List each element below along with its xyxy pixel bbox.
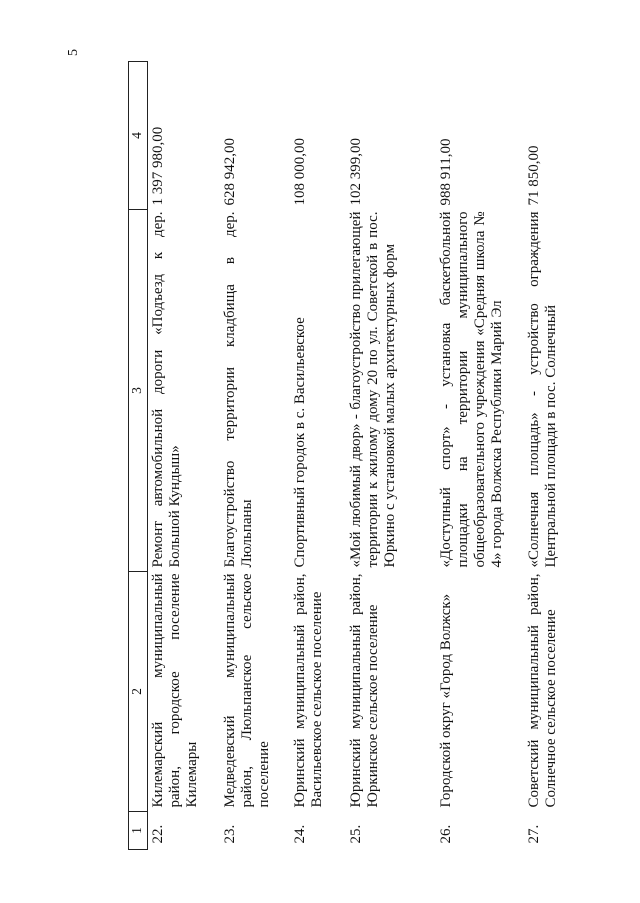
column-header-3: 3 (129, 210, 148, 572)
grant-table (128, 61, 586, 850)
project-cell: «Доступный спорт» - установка баскетбольной площадки на территории муниципального общеобразовательного учреждения «Средняя школа № 4» города Волжска Республики Марий Эл (438, 211, 505, 568)
municipality-cell: Медведевский муниципальный район, Люльпанское сельское поселение (222, 573, 272, 808)
amount-cell: 988 911,00 (438, 138, 454, 206)
project-cell: Спортивный городок в с. Васильевское (292, 317, 308, 568)
amount-cell: 71 850,00 (526, 145, 542, 206)
row-number: 26. (438, 824, 454, 844)
table-row (290, 62, 346, 850)
row-number: 23. (222, 824, 238, 844)
table-row (346, 62, 436, 850)
column-header-4: 4 (129, 62, 148, 210)
table-row (524, 62, 586, 850)
table-header-row (129, 62, 148, 850)
project-cell: Благоустройство территории кладбища в дер. Люльпаны (222, 211, 255, 568)
row-number: 25. (348, 824, 364, 844)
row-number: 27. (526, 824, 542, 844)
municipality-cell: Советский муниципальный район, Солнечное сельское поселение (526, 573, 559, 808)
amount-cell: 1 397 980,00 (150, 126, 166, 206)
table-row (220, 62, 290, 850)
column-header-2: 2 (129, 572, 148, 812)
municipality-cell: Килемарский муниципальный район, городское поселение Килемары (150, 573, 200, 808)
row-number: 24. (292, 824, 308, 844)
municipality-cell: Юринский муниципальный район, Васильевское сельское поселение (292, 573, 325, 808)
amount-cell: 628 942,00 (222, 138, 238, 206)
page-number: 5 (66, 49, 81, 56)
table-row (148, 62, 221, 850)
rotated-table-page (128, 62, 640, 850)
municipality-cell: Городской округ «Город Волжск» (438, 593, 454, 808)
row-number: 22. (150, 824, 166, 844)
project-cell: «Мой любимый двор» - благоустройство прилегающей территории к жилому дому 20 по ул. Советской в пос. Юркино с установкой малых архитектурных форм (348, 211, 398, 568)
table-row (436, 62, 524, 850)
municipality-cell: Юринский муниципальный район, Юркинское сельское поселение (348, 573, 381, 808)
amount-cell: 108 000,00 (292, 138, 308, 206)
project-cell: «Солнечная площадь» - устройство ограждения Центральной площади в пос. Солнечный (526, 211, 559, 568)
amount-cell: 102 399,00 (348, 138, 364, 206)
column-header-1: 1 (129, 812, 148, 850)
project-cell: Ремонт автомобильной дороги «Подъезд к дер. Большой Кундыш» (150, 211, 183, 568)
